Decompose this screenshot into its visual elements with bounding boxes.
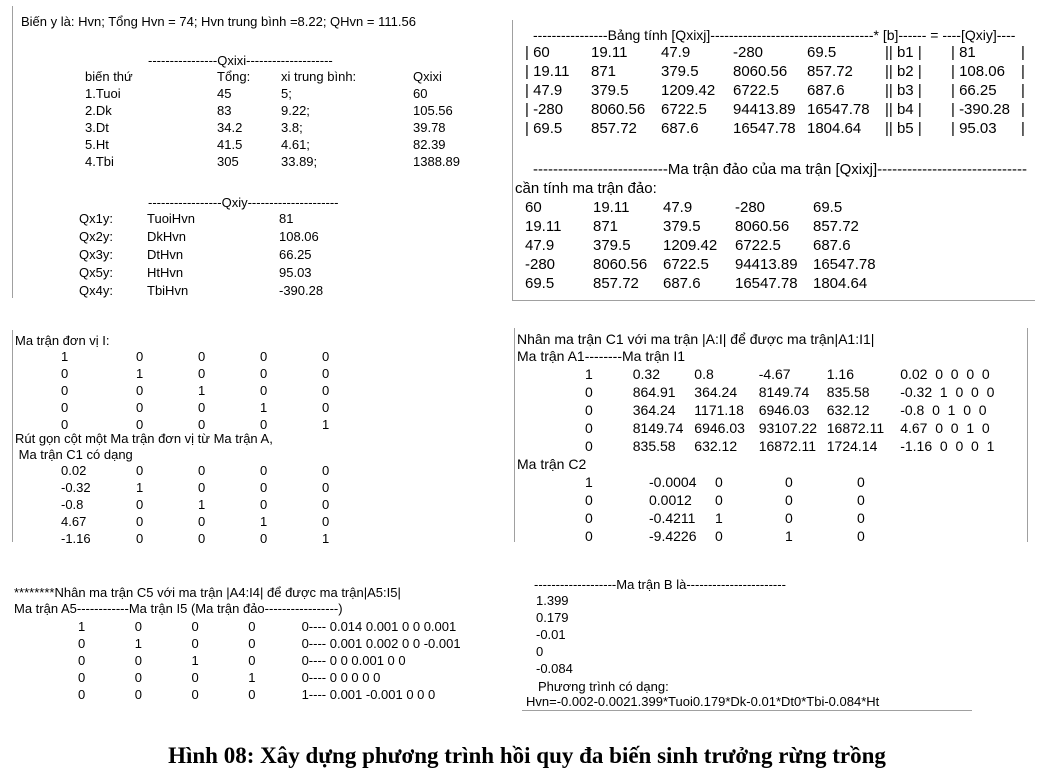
qxiy-cell: Qx3y: [79,247,113,262]
a1-header: Ma trận A1--------Ma trận I1 [517,348,686,364]
table-row [585,491,897,509]
matrix-cell: 0 [260,349,268,364]
matrix-b-panel [522,574,972,711]
matrix-cell: 1 [785,528,793,544]
matrix-cell: 0 [136,463,144,478]
matrix-cell: -280 [525,256,556,273]
qxixi-cell: 2.Dk [85,103,112,118]
matrix-b-value: 0.179 [536,610,569,625]
matrix-cell: 0 [857,528,865,544]
table-row [61,365,362,382]
qxiy-cell: Qx2y: [79,229,113,244]
qxixi-cell: 305 [217,154,239,169]
a5-header: Ma trận A5------------Ma trận I5 (Ma trận đảo-----------------) [14,601,343,616]
matrix-table-panel [512,20,1035,301]
table-row [525,255,893,274]
qxiy-title: -----------------Qxiy--------------------- [148,195,339,210]
qxiy-cell: Qx4y: [79,283,113,298]
qxiy-cell: 95.03 [279,265,312,280]
matrix-cell: 0 [136,400,144,415]
matrix-cell: 1 [198,497,206,512]
qxixi-cell: 1388.89 [413,154,460,169]
matrix-cell: 0 [61,417,69,432]
matrix-cell: 19.11 [593,199,630,216]
matrix-cell: | [1021,44,1025,61]
matrix-cell: 0 [322,480,330,495]
table-row [585,365,1027,383]
matrix-cell: -0.4211 [649,510,696,526]
matrix-cell: 0 [322,463,330,478]
matrix-cell: 8149.74 [758,384,810,400]
matrix-b-value: 0 [536,644,544,659]
matrix-cell: 8060.56 [735,218,790,235]
matrix-cell: -0.32 [61,480,91,495]
matrix-cell: 0 [198,349,206,364]
matrix-cell: 1 [134,636,142,651]
matrix-cell: 632.12 [826,402,870,418]
table-row [61,462,362,479]
matrix-cell: 47.9 [663,199,693,216]
equation-label: Phương trình có dạng: [538,679,669,694]
matrix-cell: 857.72 [591,120,637,137]
matrix-cell: | [1021,82,1025,99]
matrix-cell: 857.72 [593,275,639,292]
matrix-cell: 0 [198,514,206,529]
identity-matrix [61,348,362,433]
matrix-cell: 6722.5 [663,256,709,273]
matrix-cell: | 60 [525,44,550,61]
table-row [585,401,1027,419]
qxiy-cell: 81 [279,211,294,226]
matrix-cell: 1804.64 [807,120,862,137]
matrix-cell: 687.6 [663,275,701,292]
qxixi-cell: 33.89; [281,154,318,169]
matrix-cell: 0 [191,636,199,651]
a1-matrix-panel [514,328,1028,542]
matrix-cell: 0---- 0 0 0.001 0 0 [301,653,406,668]
matrix-cell: | -280 [525,101,564,118]
matrix-cell: 0 [136,531,144,546]
qxiy-cell: -390.28 [279,283,324,298]
matrix-cell: 1 [61,349,69,364]
matrix-cell: 0 [248,636,256,651]
matrix-cell: 0 [322,366,330,381]
qxixi-cell: 5; [281,86,292,101]
table-row [61,496,362,513]
matrix-cell: 16872.11 [826,420,885,436]
a5-title: ********Nhân ma trận C5 với ma trận |A4:I4| để được ma trận|A5:I5| [14,585,401,600]
qxixi-cell: 45 [217,86,232,101]
matrix-b-value: -0.01 [536,627,566,642]
table-row [61,348,362,365]
matrix-cell: 0 [191,687,199,702]
c1-matrix [61,462,362,547]
matrix-cell: 6722.5 [733,82,779,99]
qxixi-cell: 60 [413,86,428,101]
table-row [78,652,512,669]
qxixi-cell: 1.Tuoi [85,86,121,101]
matrix-cell: 8060.56 [591,101,646,118]
matrix-cell: || b5 | [885,120,922,137]
matrix-cell: 0.8 [694,366,714,382]
matrix-cell: 0 [191,619,199,634]
matrix-cell: 0---- 0.014 0.001 0 0 0.001 [301,619,457,634]
matrix-cell: -1.16 0 0 0 1 [900,438,995,454]
qxixi-cell: 5.Ht [85,137,109,152]
matrix-cell: -280 [733,44,764,61]
matrix-cell: 632.12 [694,438,738,454]
matrix-b-value: -0.084 [536,661,573,676]
matrix-cell: 94413.89 [733,101,796,118]
matrix-cell: 8149.74 [632,420,684,436]
matrix-cell: 1 [78,619,86,634]
matrix-cell: -0.8 [61,497,84,512]
matrix-cell: 6946.03 [758,402,810,418]
matrix-cell: 16547.78 [733,120,796,137]
matrix-cell: 1 [585,474,593,490]
matrix-cell: | [1021,101,1025,118]
matrix-cell: 47.9 [525,237,555,254]
table-row [585,527,897,545]
qxiy-cell: DkHvn [147,229,187,244]
qxixi-cell: 4.61; [281,137,310,152]
a1-title: Nhân ma trận C1 với ma trận |A:I| để được ma trận|A1:I1| [517,331,875,347]
table-row [585,437,1027,455]
a5-matrix-panel [12,582,512,712]
matrix-cell: 1 [585,366,593,382]
matrix-cell: 6722.5 [735,237,781,254]
matrix-cell: 93107.22 [758,420,818,436]
matrix-cell: 1 [198,383,206,398]
matrix-b-value: 1.399 [536,593,569,608]
matrix-cell: 1 [715,510,723,526]
matrix-cell: 0 [134,653,142,668]
qxiy-cell: Qx1y: [79,211,113,226]
matrix-cell: 0 [322,383,330,398]
matrix-cell: 0 [785,510,793,526]
matrix-cell: 1171.18 [694,402,744,418]
table-row [525,100,1027,119]
variables-summary-panel [12,6,493,298]
table-row [78,686,512,703]
matrix-cell: 47.9 [661,44,691,61]
matrix-cell: 0 [585,492,593,508]
col-header-mean: xi trung bình: [281,69,357,84]
matrix-cell: 69.5 [525,275,555,292]
regression-equation: Hvn=-0.002-0.0021.399*Tuoi0.179*Dk-0.01*Dt0*Tbi-0.084*Ht [526,694,880,709]
table-row [61,399,362,416]
a5-matrix [78,618,512,703]
qxixi-cell: 4.Tbi [85,154,114,169]
matrix-cell: 1209.42 [661,82,716,99]
matrix-cell: 0 [585,384,593,400]
matrix-cell: 0 [715,474,723,490]
matrix-cell: 1804.64 [813,275,868,292]
matrix-cell: 0 [78,636,86,651]
matrix-cell: || b4 | [885,101,922,118]
matrix-cell: 0 [785,492,793,508]
matrix-cell: 0 [322,349,330,364]
matrix-cell: || b3 | [885,82,922,99]
qxixi-cell: 41.5 [217,137,243,152]
matrix-cell: 0 [198,480,206,495]
matrix-cell: | 69.5 [525,120,563,137]
table-row [525,81,1027,100]
matrix-cell: 687.6 [813,237,851,254]
qxixi-cell: 34.2 [217,120,243,135]
col-header-variable: biến thứ [85,69,133,84]
qxixi-cell: 3.8; [281,120,303,135]
matrix-cell: 0 [134,619,142,634]
matrix-cell: 0 [248,687,256,702]
matrix-cell: 19.11 [591,44,628,61]
matrix-cell: 0 [136,497,144,512]
matrix-cell: 0 [198,417,206,432]
matrix-cell: | [1021,120,1025,137]
matrix-cell: 0 [715,492,723,508]
matrix-cell: 8060.56 [593,256,648,273]
matrix-cell: 687.6 [807,82,845,99]
matrix-cell: 16547.78 [813,256,876,273]
table-row [61,382,362,399]
qxiy-cell: 66.25 [279,247,312,262]
matrix-cell: | 95.03 [951,120,997,137]
matrix-cell: -1.16 [61,531,91,546]
matrix-cell: 0.02 0 0 0 0 [900,366,990,382]
matrix-cell: 379.5 [593,237,631,254]
matrix-cell: 0 [260,366,268,381]
matrix-cell: 1 [260,514,268,529]
table-row [525,274,893,293]
table-row [525,43,1027,62]
matrix-cell: 0 [78,653,86,668]
matrix-cell: 0 [61,400,69,415]
matrix-cell: 0 [248,653,256,668]
matrix-cell: 16547.78 [807,101,870,118]
matrix-cell: 60 [525,199,542,216]
qxiy-cell: TuoiHvn [147,211,195,226]
qxixi-cell: 9.22; [281,103,310,118]
matrix-cell: 0 [260,480,268,495]
matrix-cell: || b1 | [885,44,922,61]
matrix-cell: 835.58 [632,438,676,454]
identity-title: Ma trận đơn vị I: [15,333,110,348]
matrix-cell: 0 [61,366,69,381]
qxiy-cell: 108.06 [279,229,319,244]
matrix-cell: 1 [248,670,256,685]
matrix-cell: 0.32 [632,366,660,382]
matrix-cell: 864.91 [632,384,676,400]
matrix-cell: 1 [191,653,199,668]
qxiy-cell: TbiHvn [147,283,189,298]
matrix-cell: 857.72 [813,218,859,235]
summary-header: Biến y là: Hvn; Tổng Hvn = 74; Hvn trung bình =8.22; QHvn = 111.56 [21,14,416,29]
matrix-cell: 0 [585,528,593,544]
matrix-cell: 8060.56 [733,63,788,80]
table-row [78,618,512,635]
matrix-cell: 0 [136,349,144,364]
matrix-cell: | 66.25 [951,82,997,99]
matrix-cell: 0 [857,474,865,490]
matrix-cell: 0 [857,510,865,526]
matrix-cell: 16872.11 [758,438,817,454]
matrix-cell: 0.02 [61,463,87,478]
matrix-cell: 0 [78,687,86,702]
matrix-cell: 0 [136,514,144,529]
matrix-cell: 1 [260,400,268,415]
matrix-cell: 0 [248,619,256,634]
table-row [525,198,893,217]
table-title: ----------------Bảng tính [Qxixj]-----------------------------------* [b]------ = ----[Qxiy]---- [533,27,1016,43]
matrix-cell: 871 [593,218,619,235]
qxixi-cell: 105.56 [413,103,453,118]
col-header-qxixi: Qxixi [413,69,442,84]
matrix-cell: 6722.5 [661,101,707,118]
table-row [585,383,1027,401]
table-row [585,473,897,491]
matrix-cell: 0 [857,492,865,508]
matrix-cell: 0 [585,510,593,526]
qxixj-table [525,43,1027,138]
matrix-cell: 94413.89 [735,256,798,273]
matrix-cell: 4.67 [61,514,87,529]
table-row [585,509,897,527]
matrix-cell: | 108.06 [951,63,1005,80]
matrix-cell: 0 [134,670,142,685]
table-row [61,530,362,547]
matrix-b-title: -------------------Ma trận B là----------------------- [534,577,786,592]
matrix-cell: 0 [134,687,142,702]
matrix-cell: 1209.42 [663,237,718,254]
reduce-line-1: Rút gọn cột một Ma trận đơn vị từ Ma trận A, [15,431,273,446]
matrix-cell: 379.5 [661,63,699,80]
qxixi-cell: 83 [217,103,232,118]
inverse-input-matrix [525,198,893,293]
qxixi-cell: 39.78 [413,120,446,135]
matrix-cell: 857.72 [807,63,853,80]
matrix-cell: | -390.28 [951,101,1010,118]
c2-header: Ma trận C2 [517,456,587,472]
matrix-cell: -9.4226 [649,528,697,544]
matrix-cell: 0---- 0 0 0 0 0 [301,670,381,685]
inverse-subtitle: cần tính ma trận đảo: [515,180,657,197]
qxiy-cell: DtHvn [147,247,184,262]
qxixi-cell: 3.Dt [85,120,109,135]
matrix-cell: 379.5 [663,218,701,235]
matrix-cell: | [1021,63,1025,80]
table-row [78,669,512,686]
matrix-cell: 364.24 [632,402,676,418]
matrix-cell: | 81 [951,44,976,61]
matrix-cell: 835.58 [826,384,870,400]
matrix-cell: 0 [260,463,268,478]
matrix-cell: 1.16 [826,366,854,382]
col-header-total: Tổng: [217,69,251,84]
qxixi-cell: 82.39 [413,137,446,152]
matrix-cell: -4.67 [758,366,791,382]
matrix-cell: 1---- 0.001 -0.001 0 0 0 [301,687,436,702]
matrix-cell: 0 [78,670,86,685]
qxiy-cell: HtHvn [147,265,184,280]
table-row [78,635,512,652]
matrix-cell: 1 [136,366,144,381]
matrix-cell: 0 [585,402,593,418]
table-row [525,236,893,255]
matrix-cell: 0 [322,497,330,512]
matrix-cell: 0 [322,400,330,415]
matrix-cell: 1 [322,417,330,432]
matrix-cell: 1724.14 [826,438,878,454]
matrix-cell: 379.5 [591,82,629,99]
matrix-cell: 0 [785,474,793,490]
matrix-cell: 0 [260,497,268,512]
reduce-line-2: Ma trận C1 có dạng [15,447,133,462]
qxiy-cell: Qx5y: [79,265,113,280]
matrix-cell: -0.8 0 1 0 0 [900,402,987,418]
matrix-cell: | 19.11 [525,63,570,80]
c2-matrix [585,473,897,545]
matrix-cell: 0.0012 [649,492,692,508]
inverse-title: ---------------------------Ma trận đảo của ma trận [Qxixj]------------------------------ [533,161,1027,178]
matrix-cell: 0 [260,417,268,432]
matrix-cell: 0---- 0.001 0.002 0 0 -0.001 [301,636,461,651]
matrix-cell: 687.6 [661,120,699,137]
qxixi-title: ----------------Qxixi-------------------- [148,53,333,68]
matrix-cell: 0 [198,531,206,546]
matrix-cell: 69.5 [813,199,843,216]
matrix-cell: 0 [198,463,206,478]
matrix-cell: 0 [61,383,69,398]
matrix-cell: 16547.78 [735,275,798,292]
matrix-cell: 6946.03 [694,420,745,436]
matrix-cell: 0 [322,514,330,529]
matrix-cell: || b2 | [885,63,922,80]
matrix-cell: -0.32 1 0 0 0 [900,384,995,400]
matrix-cell: 0 [585,438,593,454]
figure-caption: Hình 08: Xây dựng phương trình hồi quy đa biến sinh trưởng rừng trồng [168,743,886,768]
a1-matrix [585,365,1027,455]
table-row [585,419,1027,437]
matrix-cell: 0 [198,400,206,415]
matrix-cell: 0 [198,366,206,381]
matrix-cell: 69.5 [807,44,837,61]
matrix-cell: | 47.9 [525,82,563,99]
matrix-cell: -0.0004 [649,474,697,490]
table-row [525,62,1027,81]
matrix-cell: 364.24 [694,384,738,400]
table-row [61,513,362,530]
matrix-cell: 19.11 [525,218,562,235]
matrix-cell: 0 [191,670,199,685]
matrix-cell: 1 [136,480,144,495]
matrix-cell: 0 [260,383,268,398]
identity-matrix-panel [12,330,481,546]
matrix-cell: 0 [136,417,144,432]
matrix-cell: 871 [591,63,617,80]
table-row [61,479,362,496]
table-row [525,217,893,236]
matrix-cell: 0 [585,420,593,436]
matrix-cell: 1 [322,531,330,546]
matrix-cell: 4.67 0 0 1 0 [900,420,990,436]
table-row [525,119,1027,138]
matrix-cell: 0 [260,531,268,546]
matrix-cell: -280 [735,199,766,216]
matrix-cell: 0 [136,383,144,398]
matrix-cell: 0 [715,528,723,544]
